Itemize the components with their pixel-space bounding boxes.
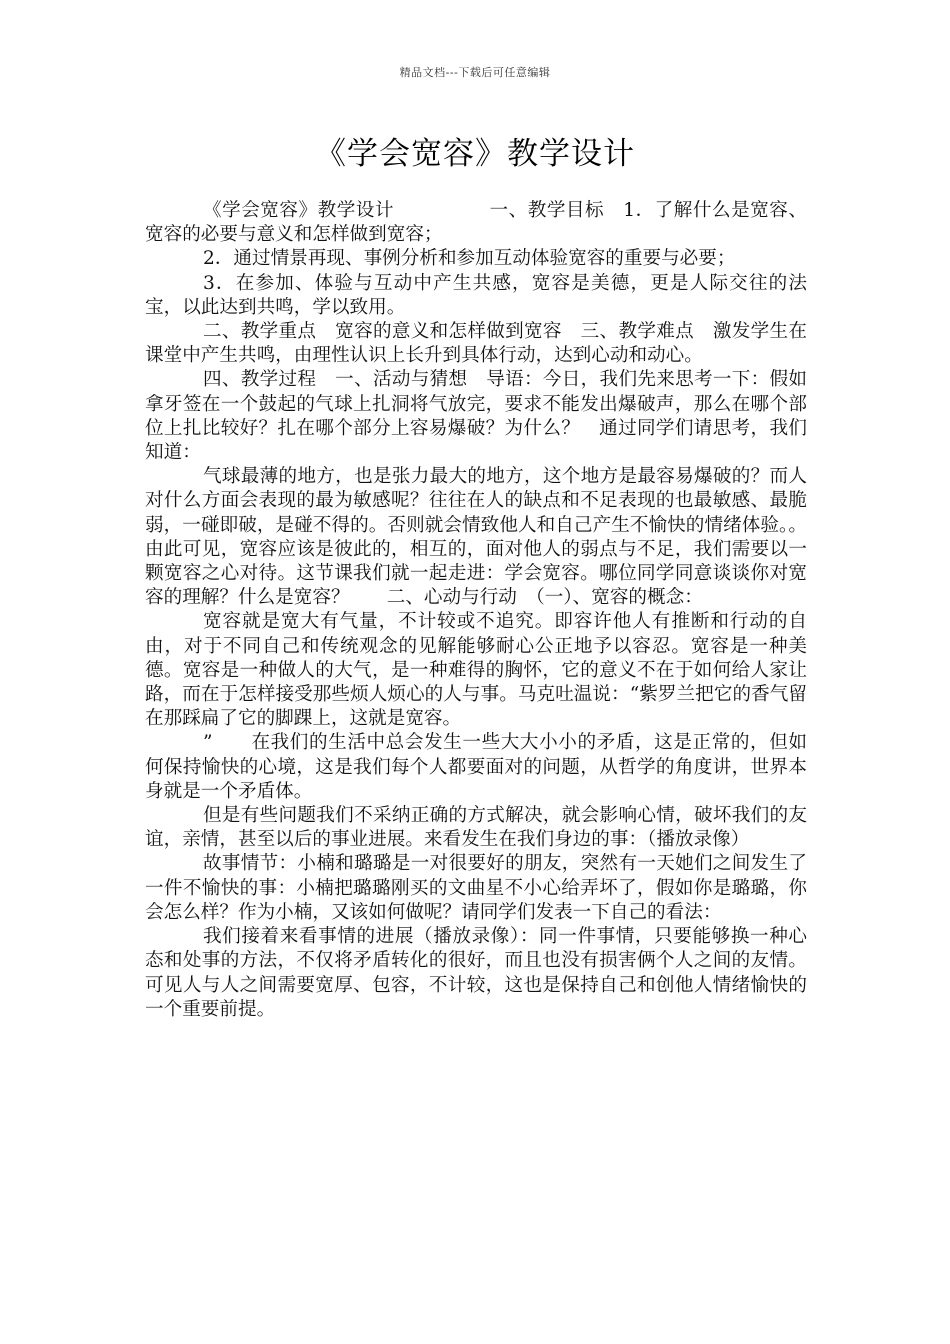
paragraph-objective-2: 2．通过情景再现、事例分析和参加互动体验宽容的重要与必要； [203, 248, 736, 270]
paragraph-definition: 宽容就是宽大有气量，不计较或不追究。即容许他人有推断和行动的自由，对于不同自己和传统观念的见解能够耐心公正地予以容忍。宽容是一种美德。宽容是一种做人的大气，是一种难得的胸怀，它的意义不在于如何给人家让路，而在于怎样接受那些烦人烦心的人与事。马克吐温说：“紫罗兰把它的香气留在那踩扁了它的脚踝上，这就是宽容。 [145, 611, 807, 730]
paragraph-problems: 但是有些问题我们不采纳正确的方式解决，就会影响心情，破坏我们的友谊，亲情，甚至以后的事业进展。来看发生在我们身边的事：（播放录像） [145, 805, 807, 851]
paragraph-process-intro: 四、教学过程 一、活动与猜想 导语：今日，我们先来思考一下：假如拿牙签在一个鼓起的气球上扎洞将气放完，要求不能发出爆破声，那么在哪个部位上扎比较好？扎在哪个部分上容易爆破？为什么？ 通过同学们请思考，我们知道： [145, 369, 807, 464]
paragraph-key-points: 二、教学重点 宽容的意义和怎样做到宽容 三、教学难点 激发学生在课堂中产生共鸣，由理性认识上长升到具体行动，达到心动和动心。 [145, 321, 807, 367]
paragraph-balloon: 气球最薄的地方，也是张力最大的地方，这个地方是最容易爆破的？而人对什么方面会表现的最为敏感呢？往往在人的缺点和不足表现的也最敏感、最脆弱，一碰即破，是碰不得的。否则就会情致他人和自己产生不愉快的情绪体验。。由此可见，宽容应该是彼此的，相互的，面对他人的弱点与不足，我们需要以一颗宽容之心对待。这节课我们就一起走进：学会宽容。哪位同学同意谈谈你对宽容的理解？什么是宽容？ 二、心动与行动 （一）、宽容的概念： [145, 466, 807, 609]
paragraph-objective-1: 《学会宽容》教学设计 一、教学目标 1．了解什么是宽容、宽容的必要与意义和怎样做到宽容； [145, 200, 807, 246]
document-title: 《学会宽容》教学设计 [315, 136, 635, 172]
paragraph-conclusion: 我们接着来看事情的进展（播放录像）：同一件事情，只要能够换一种心态和处事的方法，不仅将矛盾转化的很好，而且也没有损害俩个人之间的友情。可见人与人之间需要宽厚、包容，不计较，这也是保持自己和创他人情绪愉快的一个重要前提。 [145, 926, 807, 1020]
page-header: 精品文档---下载后可任意编辑 [399, 66, 551, 79]
paragraph-objective-3: 3．在参加、体验与互动中产生共感，宽容是美德，更是人际交往的法宝，以此达到共鸣，学以致用。 [145, 272, 807, 318]
document-body [145, 199, 807, 1022]
paragraph-conflict: ” 在我们的生活中总会发生一些大大小小的矛盾，这是正常的，但如何保持愉快的心境，这是我们每个人都要面对的问题，从哲学的角度讲，世界本身就是一个矛盾体。 [145, 732, 807, 802]
paragraph-story: 故事情节：小楠和璐璐是一对很要好的朋友，突然有一天她们之间发生了一件不愉快的事：小楠把璐璐刚买的文曲星不小心给弄坏了，假如你是璐璐，你会怎么样？作为小楠，又该如何做呢？请同学们发表一下自己的看法： [145, 853, 807, 923]
